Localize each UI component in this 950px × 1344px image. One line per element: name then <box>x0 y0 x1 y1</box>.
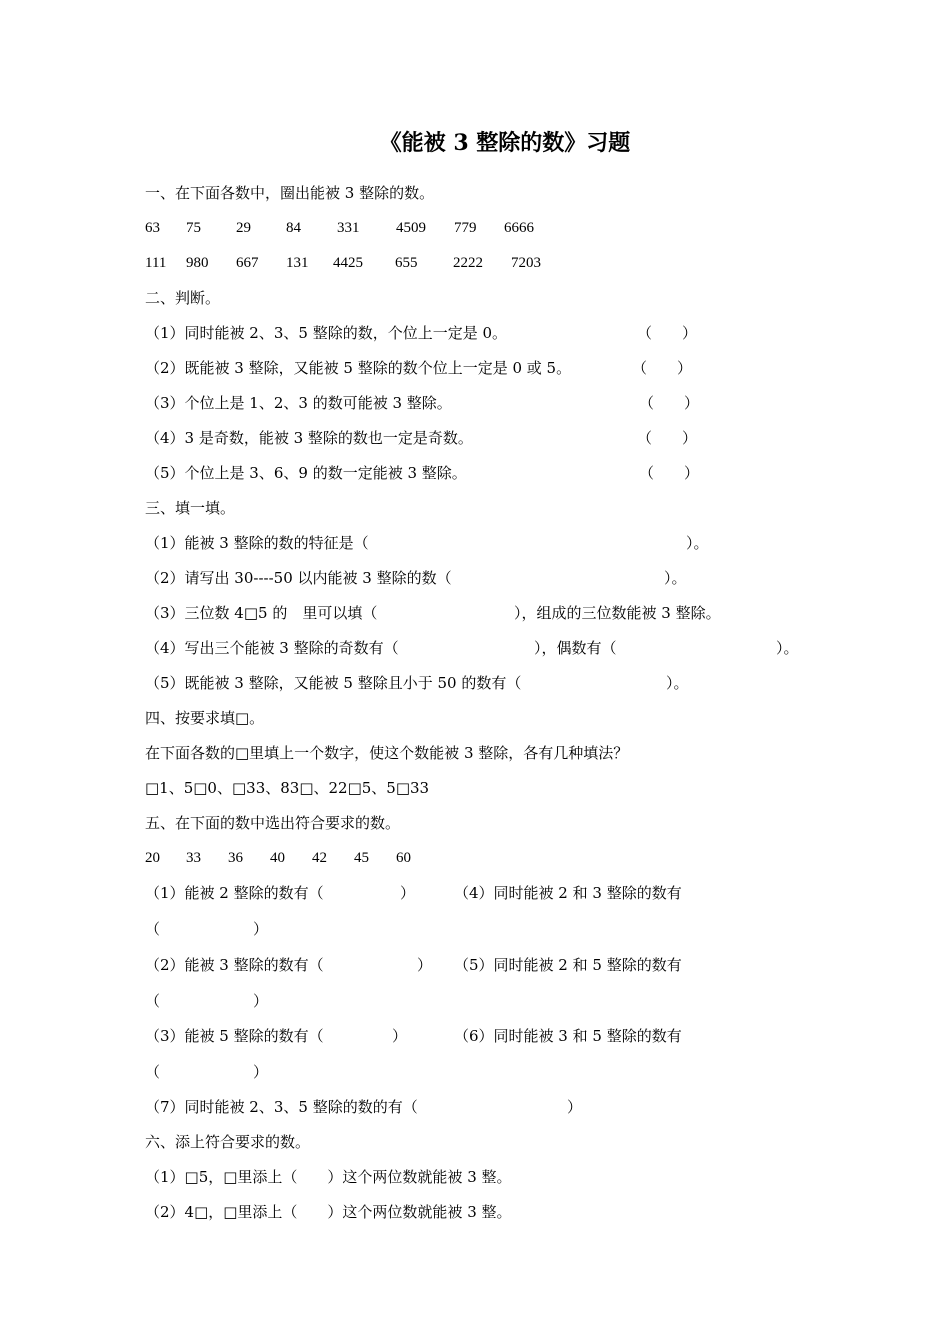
fill-item-5: （5）既能被 3 整除，又能被 5 整除且小于 50 的数有（ <box>145 674 522 692</box>
select-item-3: （3）能被 5 整除的数有（ <box>145 1027 324 1045</box>
select-item-4: （4）同时能被 2 和 3 整除的数有 <box>454 884 682 902</box>
number-item: 4509 <box>396 220 426 236</box>
fill-item-1-close: ）。 <box>686 534 709 552</box>
number-item: 75 <box>186 220 201 236</box>
select-item-5-close: ） <box>253 992 269 1010</box>
number-item: 33 <box>186 850 201 866</box>
judge-answer-blank[interactable]: （ ） <box>632 359 693 377</box>
number-item: 6666 <box>504 220 534 236</box>
number-item: 331 <box>337 220 360 236</box>
number-item: 779 <box>454 220 477 236</box>
judge-item-4: （4）3 是奇数，能被 3 整除的数也一定是奇数。 <box>145 429 473 447</box>
select-item-7-close: ） <box>567 1098 583 1116</box>
page-title: 《能被 3 整除的数》习题 <box>379 130 631 156</box>
fill-item-1: （1）能被 3 整除的数的特征是（ <box>145 534 369 552</box>
number-item: 84 <box>286 220 301 236</box>
section-1-heading: 一、在下面各数中，圈出能被 3 整除的数。 <box>145 184 435 202</box>
judge-answer-blank[interactable]: （ ） <box>639 394 700 412</box>
number-item: 4425 <box>333 255 363 271</box>
judge-answer-blank[interactable]: （ ） <box>639 464 700 482</box>
select-item-6-close: ） <box>253 1063 269 1081</box>
select-item-1: （1）能被 2 整除的数有（ <box>145 884 324 902</box>
number-item: 131 <box>286 255 309 271</box>
add-item-2: （2）4□，□里添上（ ）这个两位数就能被 3 整。 <box>145 1203 512 1221</box>
fill-item-4-mid: ），偶数有（ <box>534 639 617 657</box>
select-item-4-close: ） <box>253 920 269 938</box>
number-item: 980 <box>186 255 209 271</box>
number-item: 655 <box>395 255 418 271</box>
judge-answer-blank[interactable]: （ ） <box>637 324 698 342</box>
fill-item-4: （4）写出三个能被 3 整除的奇数有（ <box>145 639 399 657</box>
select-item-6-open: （ <box>145 1063 161 1081</box>
select-item-2: （2）能被 3 整除的数有（ <box>145 956 324 974</box>
number-item: 111 <box>145 255 167 271</box>
number-item: 40 <box>270 850 285 866</box>
judge-item-2: （2）既能被 3 整除，又能被 5 整除的数个位上一定是 0 或 5。 <box>145 359 572 377</box>
judge-answer-blank[interactable]: （ ） <box>637 429 698 447</box>
section-5-heading: 五、在下面的数中选出符合要求的数。 <box>145 814 401 832</box>
fill-item-4-close: ）。 <box>776 639 799 657</box>
number-item: 45 <box>354 850 369 866</box>
fill-item-5-close: ）。 <box>666 674 689 692</box>
select-item-5-open: （ <box>145 992 161 1010</box>
number-item: 36 <box>228 850 243 866</box>
fill-item-2-close: ）。 <box>664 569 687 587</box>
number-item: 2222 <box>453 255 483 271</box>
number-item: 63 <box>145 220 160 236</box>
section-4-instruction: 在下面各数的□里填上一个数字，使这个数能被 3 整除，各有几种填法？ <box>145 744 629 762</box>
section-2-heading: 二、判断。 <box>145 289 221 307</box>
fill-item-2: （2）请写出 30----50 以内能被 3 整除的数（ <box>145 569 452 587</box>
number-item: 60 <box>396 850 411 866</box>
judge-item-3: （3）个位上是 1、2、3 的数可能被 3 整除。 <box>145 394 452 412</box>
fill-item-3: （3）三位数 4□5 的 里可以填（ <box>145 604 378 622</box>
section-4-numbers: □1、5□0、□33、83□、22□5、5□33 <box>145 779 430 797</box>
number-item: 20 <box>145 850 160 866</box>
add-item-1: （1）□5，□里添上（ ）这个两位数就能被 3 整。 <box>145 1168 512 1186</box>
select-item-2-close: ） <box>417 956 433 974</box>
select-item-7: （7）同时能被 2、3、5 整除的数的有（ <box>145 1098 418 1116</box>
section-4-heading: 四、按要求填□。 <box>145 709 265 727</box>
select-item-1-close: ） <box>400 884 416 902</box>
number-item: 667 <box>236 255 259 271</box>
number-item: 29 <box>236 220 251 236</box>
judge-item-5: （5）个位上是 3、6、9 的数一定能被 3 整除。 <box>145 464 467 482</box>
fill-item-3-rest: ），组成的三位数能被 3 整除。 <box>514 604 721 622</box>
select-item-3-close: ） <box>392 1027 408 1045</box>
select-item-6: （6）同时能被 3 和 5 整除的数有 <box>454 1027 682 1045</box>
section-3-heading: 三、填一填。 <box>145 499 236 517</box>
judge-item-1: （1）同时能被 2、3、5 整除的数，个位上一定是 0。 <box>145 324 508 342</box>
number-item: 42 <box>312 850 327 866</box>
select-item-5: （5）同时能被 2 和 5 整除的数有 <box>454 956 682 974</box>
number-item: 7203 <box>511 255 541 271</box>
select-item-4-open: （ <box>145 920 161 938</box>
section-6-heading: 六、添上符合要求的数。 <box>145 1133 311 1151</box>
